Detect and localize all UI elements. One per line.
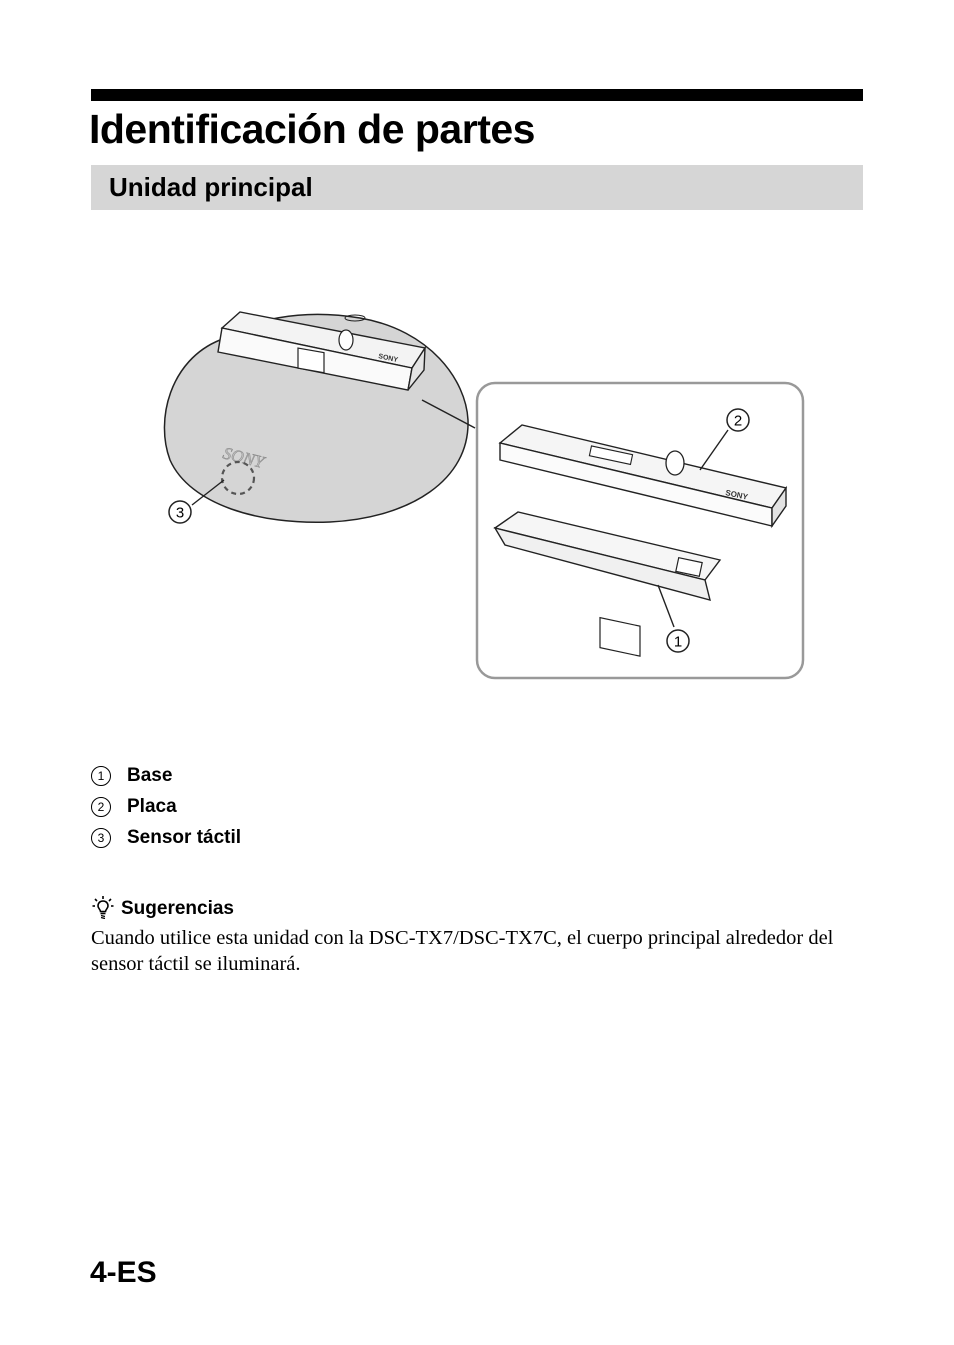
tips-section <box>91 895 851 977</box>
tips-title: Sugerencias <box>121 898 234 919</box>
part-label: Base <box>127 764 173 786</box>
lightbulb-icon <box>91 895 115 924</box>
svg-text:SONY: SONY <box>724 488 749 502</box>
page-number: 4-ES <box>90 1256 157 1289</box>
list-item <box>91 760 241 791</box>
parts-list <box>91 760 241 853</box>
svg-text:SONY: SONY <box>377 353 399 365</box>
svg-text:2: 2 <box>733 412 743 430</box>
callout-2 <box>727 409 749 431</box>
part-label: Sensor táctil <box>127 826 242 848</box>
callout-1 <box>667 630 689 652</box>
callout-3 <box>169 501 191 523</box>
list-item <box>91 791 241 822</box>
section-header <box>91 165 863 210</box>
camera-logo-text: SONY <box>221 443 266 472</box>
section-title: Unidad principal <box>109 172 313 202</box>
title-rule <box>91 89 863 101</box>
list-item <box>91 822 241 853</box>
tips-header <box>91 895 851 923</box>
item-number: 1 <box>91 766 111 786</box>
item-number: 2 <box>91 797 111 817</box>
item-number: 3 <box>91 828 111 848</box>
svg-text:1: 1 <box>673 633 683 651</box>
part-label: Placa <box>127 795 177 817</box>
page-title: Identificación de partes <box>89 106 535 152</box>
tips-body: Cuando utilice esta unidad con la DSC-TX7/DSC-TX7C, el cuerpo principal alrededor del sensor táctil se iluminará. <box>91 927 834 975</box>
parts-illustration <box>150 300 820 690</box>
svg-text:3: 3 <box>175 504 185 522</box>
